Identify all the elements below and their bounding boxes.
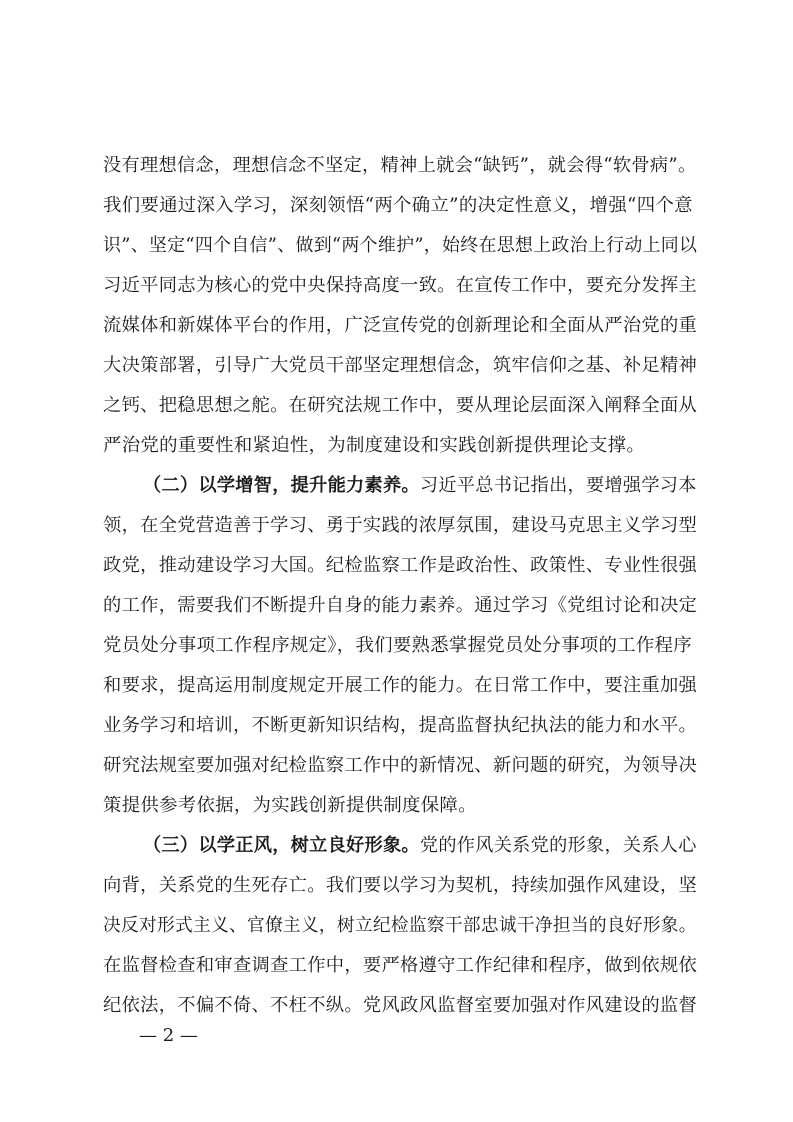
section-2-first-line-text: 习近平总书记指出，要增强学习本: [419, 475, 697, 496]
body-line: 没有理想信念，理想信念不坚定，精神上就会“缺钙”，就会得“软骨病”。: [103, 155, 697, 176]
section-3-first-line-text: 党的作风关系党的形象，关系人心: [419, 835, 697, 856]
body-line: 我们要通过深入学习，深刻领悟“两个确立”的决定性意义，增强“四个意: [103, 195, 693, 216]
section-3-heading: （三）以学正风，树立良好形象。: [143, 835, 420, 856]
body-line: 政党，推动建设学习大国。纪检监察工作是政治性、政策性、专业性很强: [103, 555, 698, 576]
body-line: 研究法规室要加强对纪检监察工作中的新情况、新问题的研究，为领导决: [103, 755, 698, 776]
body-line: 的工作，需要我们不断提升自身的能力素养。通过学习《党组讨论和决定: [103, 595, 698, 616]
body-line: 流媒体和新媒体平台的作用，广泛宣传党的创新理论和全面从严治党的重: [103, 315, 698, 336]
section-3-first-line: [143, 826, 697, 866]
body-line: 决反对形式主义、官僚主义，树立纪检监察干部忠诚干净担当的良好形象。: [103, 915, 697, 936]
body-line: 在监督检查和审查调查工作中，要严格遵守工作纪律和程序，做到依规依: [103, 955, 698, 976]
body-line: 之钙、把稳思想之舵。在研究法规工作中，要从理论层面深入阐释全面从: [103, 395, 698, 416]
body-line: 和要求，提高运用制度规定开展工作的能力。在日常工作中，要注重加强: [103, 675, 698, 696]
body-line: 习近平同志为核心的党中央保持高度一致。在宣传工作中，要充分发挥主: [103, 275, 698, 296]
section-2-heading: （二）以学增智，提升能力素养。: [143, 475, 420, 496]
body-line: 业务学习和培训，不断更新知识结构，提高监督执纪执法的能力和水平。: [103, 715, 698, 736]
section-2-first-line: [143, 466, 697, 506]
page-number: — 2 —: [139, 1025, 198, 1046]
body-line: 识”、坚定“四个自信”、做到“两个维护”，始终在思想上政治上行动上同以: [103, 235, 698, 256]
body-line: 领，在全党营造善于学习、勇于实践的浓厚氛围，建设马克思主义学习型: [103, 515, 698, 536]
body-line: 大决策部署，引导广大党员干部坚定理想信念，筑牢信仰之基、补足精神: [103, 355, 698, 376]
body-line: 党员处分事项工作程序规定》，我们要熟悉掌握党员处分事项的工作程序: [103, 635, 692, 656]
body-line: 严治党的重要性和紧迫性，为制度建设和实践创新提供理论支撑。: [103, 435, 646, 456]
body-line: 策提供参考依据，为实践创新提供制度保障。: [103, 795, 477, 816]
body-line: 向背，关系党的生死存亡。我们要以学习为契机，持续加强作风建设，坚: [103, 875, 698, 896]
body-line: 纪依法，不偏不倚、不枉不纵。党风政风监督室要加强对作风建设的监督: [103, 995, 698, 1016]
